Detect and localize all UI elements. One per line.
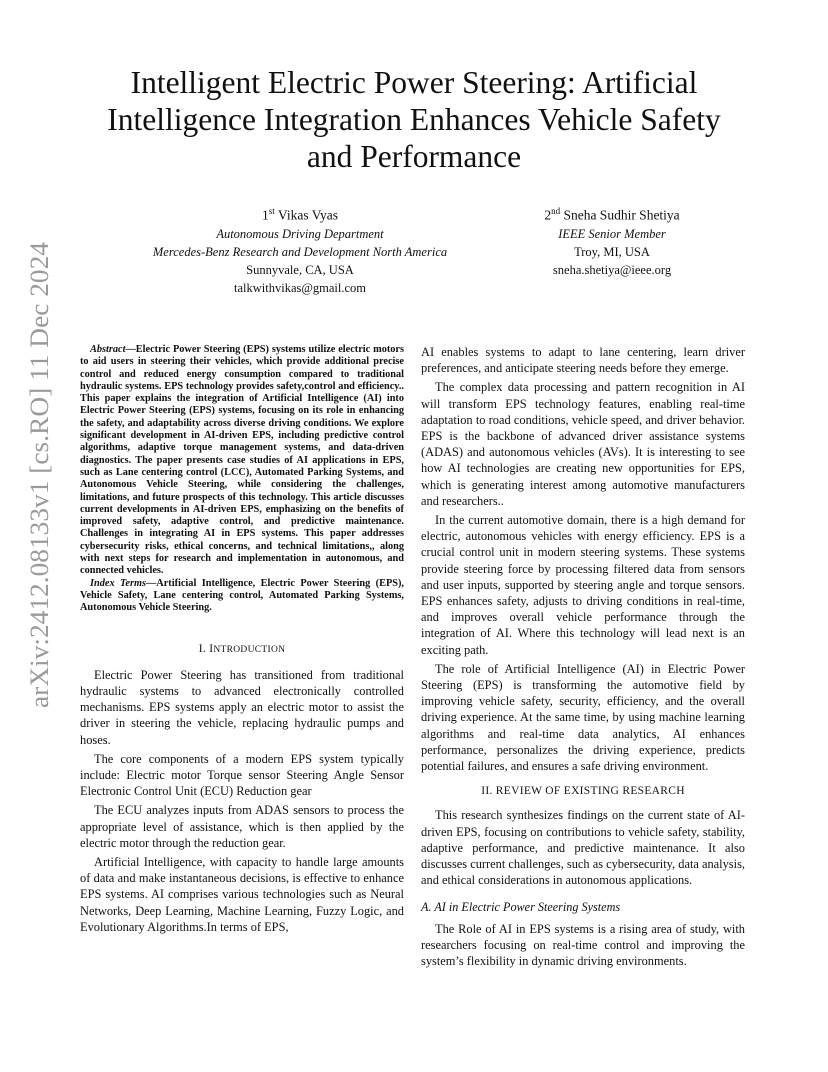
section-title: REVIEW OF EXISTING RESEARCH	[495, 785, 685, 798]
right-column	[421, 344, 745, 972]
author-affiliation: Autonomous Driving Department	[216, 226, 384, 241]
author-location: Sunnyvale, CA, USA	[246, 262, 354, 277]
section-numeral: I.	[198, 642, 210, 655]
section-heading-review	[421, 783, 745, 799]
author-name-line	[500, 202, 724, 225]
title-line: and Performance	[306, 139, 522, 174]
index-terms-label: Index Terms	[90, 577, 146, 589]
section-heading-introduction	[80, 641, 404, 658]
author-email: sneha.shetiya@ieee.org	[552, 262, 672, 277]
abstract	[80, 344, 404, 578]
abstract-text: —Electric Power Steering (EPS) systems utilize electric motors to aid users in steering their vehicles, which provide additional precise control and reduced energy consumption compared to traditional hydraulic systems. EPS technology provides safety,control and efficiency.. This paper explains the integration of Artificial Intelligence (AI) into Electric Power Steering (EPS) systems, focusing on its role in enhancing the safety, and adaptability across diverse driving conditions. We explore significant development in AI-driven EPS, including predictive control algorithms, adaptive torque management systems, and data-driven diagnostics. The paper presents case studies of AI applications in EPS, such as Lane centering control (LCC), Automated Parking Systems, and Autonomous Vehicle Steering, while considering the challenges, limitations, and future prospects of this technology. This article discusses current developments in AI-driven EPS, emphasizing on the benefits of improved safety, adaptive control, and predictive maintenance. Challenges in integrating AI in EPS systems. This paper addresses cybersecurity risks, ethical concerns, and technical limitations,, along with next steps for research and implementation in autonomous, and connected vehicles.	[80, 344, 404, 577]
arxiv-stamp-graphic	[8, 238, 60, 712]
author-ordinal: 1	[262, 207, 269, 223]
author-block-2	[500, 202, 724, 279]
section-title-initial: I	[209, 642, 214, 655]
paragraph: Artificial Intelligence, with capacity to handle large amounts of data and make instantaneous decisions, is effective to enhance EPS systems. AI comprises various technologies such as Neural Networks, Deep Learning, Machine Learning, Fuzzy Logic, and Evolutionary Algorithms.In terms of EPS,	[80, 854, 404, 934]
index-terms	[80, 578, 404, 615]
author-ordinal-suffix: nd	[551, 206, 561, 216]
author-affiliation: IEEE Senior Member	[558, 226, 666, 241]
paragraph: Electric Power Steering has transitioned from traditional hydraulic systems to advanced electronically controlled mechanisms. EPS systems apply an electric motor to assist the driver in steering the vehicle, replacing hydraulic pumps and hoses.	[80, 667, 404, 747]
title-line: Intelligence Integration Enhances Vehicle Safety	[107, 102, 721, 137]
author-block-1	[120, 202, 480, 297]
paragraph: The ECU analyzes inputs from ADAS sensors to process the appropriate level of assistance, which is then applied by the electric motor through the reduction gear.	[80, 803, 404, 850]
section-title: NTRODUCTION	[213, 644, 286, 655]
author-ordinal: 2	[544, 207, 552, 223]
paper-title	[70, 64, 758, 175]
author-email: talkwithvikas@gmail.com	[234, 280, 366, 295]
left-column	[80, 344, 404, 938]
author-name: Sneha Sudhir Shetiya	[563, 207, 680, 223]
arxiv-stamp	[8, 238, 60, 712]
paragraph: In the current automotive domain, there is a high demand for electric, autonomous vehicles with energy efficiency. EPS is a crucial control unit in modern steering systems. These systems provide steering force by processing filtered data from sensors and user inputs, supported by steering angle and torque sensors. EPS enhances safety, adjusts to driving conditions in real-time, and improves overall vehicle performance through the integration of AI. Where this technology will lead next is an exciting path.	[421, 513, 745, 657]
author-affiliation: Mercedes-Benz Research and Development North America	[152, 244, 448, 259]
abstract-label: Abstract	[90, 344, 126, 355]
paragraph: This research synthesizes findings on the current state of AI-driven EPS, focusing on contributions to vehicle safety, stability, adaptive performance, and predictive maintenance. It also discusses current challenges, such as cybersecurity, data analysis, and ethical considerations in autonomous applications.	[421, 808, 745, 888]
paragraph: The complex data processing and pattern recognition in AI will transform EPS technology features, enabling real-time adaptation to road conditions, vehicle speed, and driver behavior. EPS is the backbone of advanced driver assistance systems (ADAS) and autonomous vehicles (AVs). It is interesting to see how AI technologies are creating new opportunities for EPS, which is generating interest among automotive manufacturers and researchers..	[421, 380, 745, 508]
author-name-line	[120, 202, 480, 225]
paragraph: The Role of AI in EPS systems is a rising area of study, with researchers focusing on real-time control and improving the system’s flexibility in dynamic driving environments.	[421, 921, 745, 969]
paragraph: The core components of a modern EPS system typically include: Electric motor Torque sensor Steering Angle Sensor Electronic Control Unit (ECU) Reduction gear	[80, 751, 404, 799]
author-ordinal-suffix: st	[268, 206, 275, 216]
subsection-heading: A. AI in Electric Power Steering Systems	[421, 899, 621, 914]
title-line: Intelligent Electric Power Steering: Artificial	[130, 65, 698, 100]
paragraph-continuation: AI enables systems to adapt to lane centering, learn driver preferences, and anticipate steering needs before they emerge.	[421, 345, 745, 376]
index-terms-text: —Artificial Intelligence, Electric Power Steering (EPS), Vehicle Safety, Lane centering control, Automated Parking Systems, Autonomous Vehicle Steering.	[80, 577, 404, 614]
paragraph: The role of Artificial Intelligence (AI) in Electric Power Steering (EPS) is transforming the automotive field by improving vehicle safety, security, efficiency, and the overall driving experience. At the same time, by using machine learning algorithms and real-time data analytics, AI enhances performance, personalizes the driving experience, predicts potential failures, and ensures a safe driving environment.	[421, 661, 745, 774]
section-numeral: II.	[481, 785, 496, 798]
author-location: Troy, MI, USA	[574, 244, 650, 259]
author-name: Vikas Vyas	[277, 207, 338, 223]
arxiv-stamp-text: arXiv:2412.08133v1 [cs.RO] 11 Dec 2024	[24, 257, 54, 708]
